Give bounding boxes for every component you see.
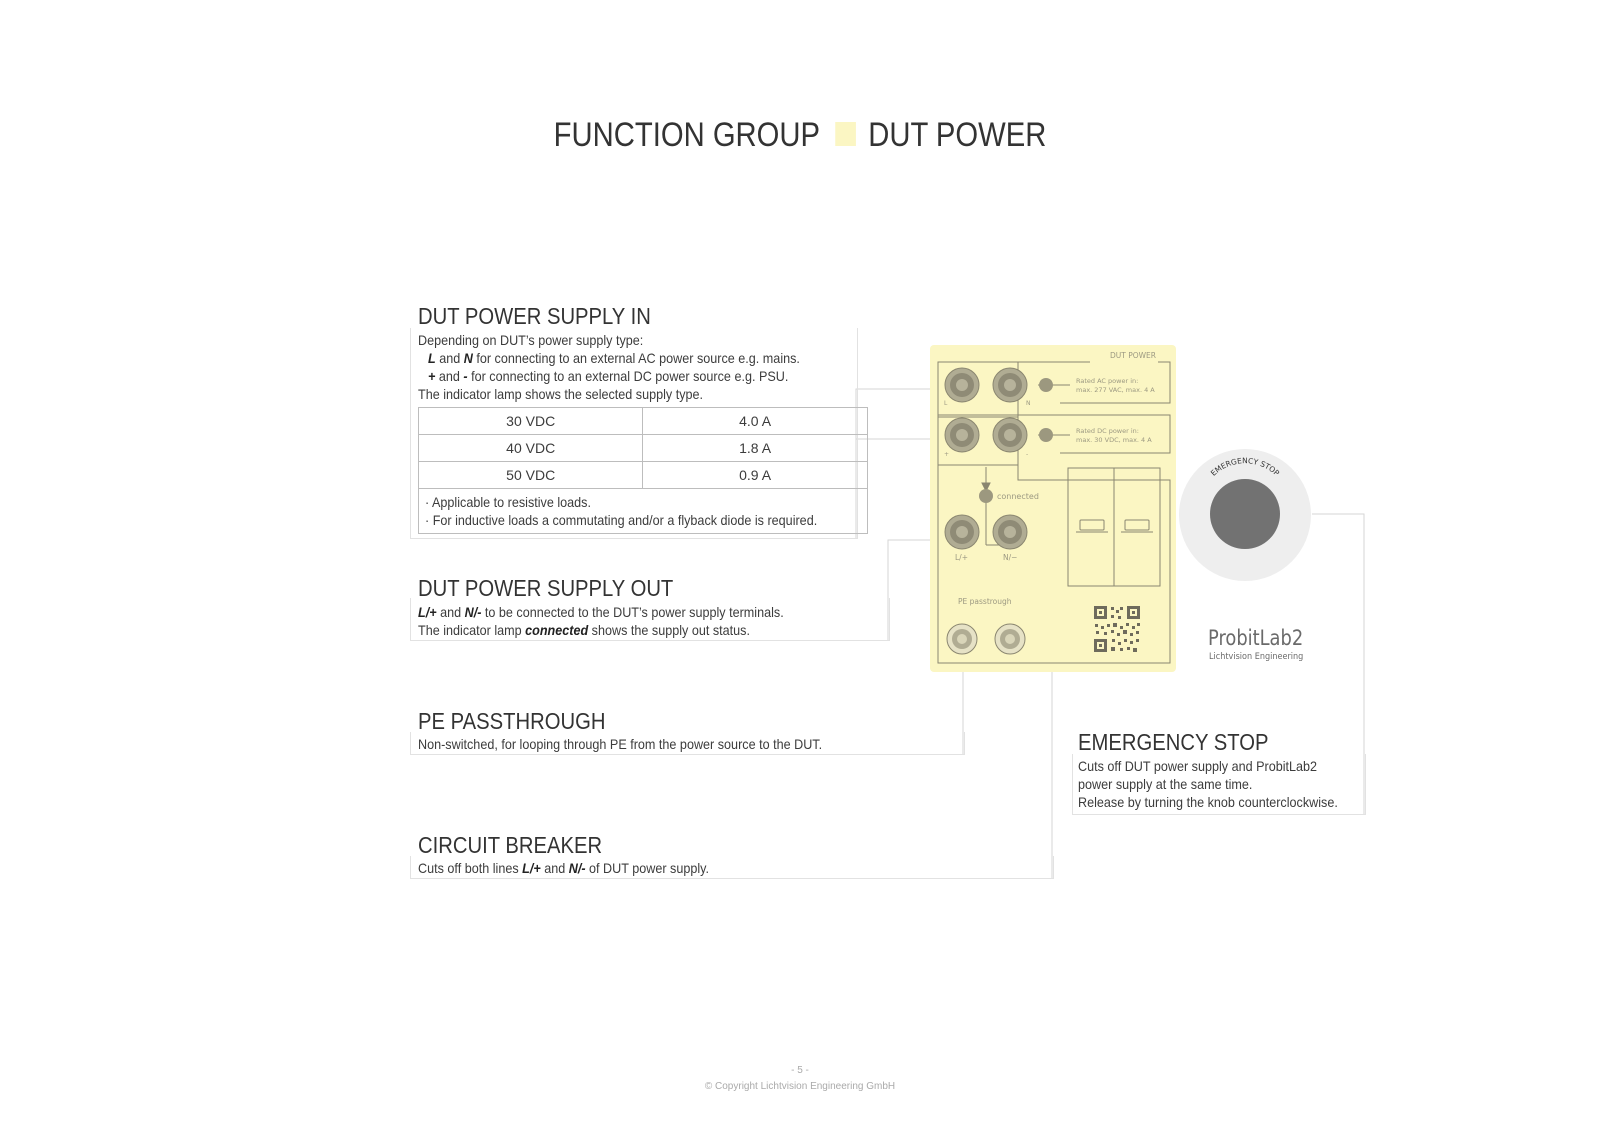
- supply-in-line1: Depending on DUT’s power supply type:: [418, 332, 644, 348]
- dut-power-panel: [930, 345, 1180, 675]
- out-n-label: N/−: [1003, 553, 1018, 562]
- note-resistive: · Applicable to resistive loads.: [425, 494, 591, 510]
- pe-text: Non-switched, for looping through PE from the power source to the DUT.: [418, 736, 823, 752]
- table-row: [419, 435, 868, 462]
- pe-passthrough-label: PE passtrough: [958, 597, 1012, 606]
- brand-logo-sub: Lichtvision Engineering: [1209, 652, 1304, 662]
- ac-l-jack[interactable]: [945, 368, 979, 402]
- estop-line3: Release by turning the knob counterclockwise.: [1078, 794, 1338, 810]
- ac-rating-1: Rated AC power in:: [1076, 377, 1139, 385]
- title-function-group: FUNCTION GROUP: [553, 116, 821, 154]
- table-cell-current: 0.9 A: [643, 462, 867, 489]
- connected-indicator-lamp: [979, 489, 993, 503]
- out-l-label: L/+: [955, 553, 968, 562]
- dc-minus-label: -: [1026, 451, 1029, 458]
- table-cell-voltage: 40 VDC: [419, 435, 643, 462]
- dc-plus-jack[interactable]: [945, 418, 979, 452]
- estop-ring-label: EMERGENCY STOP: [1208, 456, 1282, 478]
- supply-in-line3: + and - for connecting to an external DC power source e.g. PSU.: [428, 368, 789, 384]
- out-l-jack[interactable]: [945, 515, 979, 549]
- ac-n-jack[interactable]: [993, 368, 1027, 402]
- estop-line2: power supply at the same time.: [1078, 776, 1253, 792]
- table-notes: [419, 489, 868, 534]
- estop-heading: EMERGENCY STOP: [1078, 729, 1269, 755]
- breaker-heading: CIRCUIT BREAKER: [418, 832, 603, 858]
- dc-indicator-lamp: [1039, 428, 1053, 442]
- supply-in-heading: DUT POWER SUPPLY IN: [418, 303, 651, 329]
- pe-heading: PE PASSTHROUGH: [418, 708, 606, 734]
- table-row: [419, 462, 868, 489]
- emergency-stop-button[interactable]: [1175, 445, 1315, 585]
- out-n-jack[interactable]: [993, 515, 1027, 549]
- supply-out-line2: The indicator lamp connected shows the supply out status.: [418, 622, 750, 638]
- table-cell-current: 4.0 A: [643, 408, 867, 435]
- supply-out-heading: DUT POWER SUPPLY OUT: [418, 575, 674, 601]
- dc-rating-2: max. 30 VDC, max. 4 A: [1076, 436, 1152, 444]
- ac-indicator-lamp: [1039, 378, 1053, 392]
- pe-jack-2[interactable]: [995, 624, 1025, 654]
- ac-rating-2: max. 277 VAC, max. 4 A: [1076, 386, 1155, 394]
- rating-table: [418, 407, 868, 534]
- brand-logo-name: ProbitLab2: [1208, 626, 1304, 650]
- breaker-text: Cuts off both lines L/+ and N/- of DUT power supply.: [418, 860, 710, 876]
- page-number: - 5 -: [791, 1065, 809, 1076]
- dc-plus-label: +: [944, 451, 950, 458]
- table-cell-voltage: 50 VDC: [419, 462, 643, 489]
- ac-n-label: N: [1026, 400, 1031, 407]
- supply-in-line4: The indicator lamp shows the selected supply type.: [418, 386, 704, 402]
- ac-l-label: L: [944, 400, 948, 407]
- panel-title: DUT POWER: [1109, 351, 1156, 360]
- title-dut-power: DUT POWER: [868, 116, 1047, 154]
- estop-line1: Cuts off DUT power supply and ProbitLab2: [1078, 758, 1318, 774]
- table-cell-voltage: 30 VDC: [419, 408, 643, 435]
- table-cell-current: 1.8 A: [643, 435, 867, 462]
- table-row: [419, 408, 868, 435]
- copyright: © Copyright Lichtvision Engineering GmbH: [704, 1081, 896, 1092]
- connected-label: connected: [997, 492, 1039, 501]
- dc-rating-1: Rated DC power in:: [1076, 427, 1139, 435]
- dc-minus-jack[interactable]: [993, 418, 1027, 452]
- supply-out-line1: L/+ and N/- to be connected to the DUT’s power supply terminals.: [418, 604, 784, 620]
- table-notes-row: [419, 489, 868, 534]
- pe-jack-1[interactable]: [947, 624, 977, 654]
- note-inductive: · For inductive loads a commutating and/or a flyback diode is required.: [425, 512, 818, 528]
- qr-code-icon: [1094, 606, 1140, 652]
- estop-knob[interactable]: [1210, 479, 1280, 549]
- supply-in-line2: L and N for connecting to an external AC power source e.g. mains.: [428, 350, 800, 366]
